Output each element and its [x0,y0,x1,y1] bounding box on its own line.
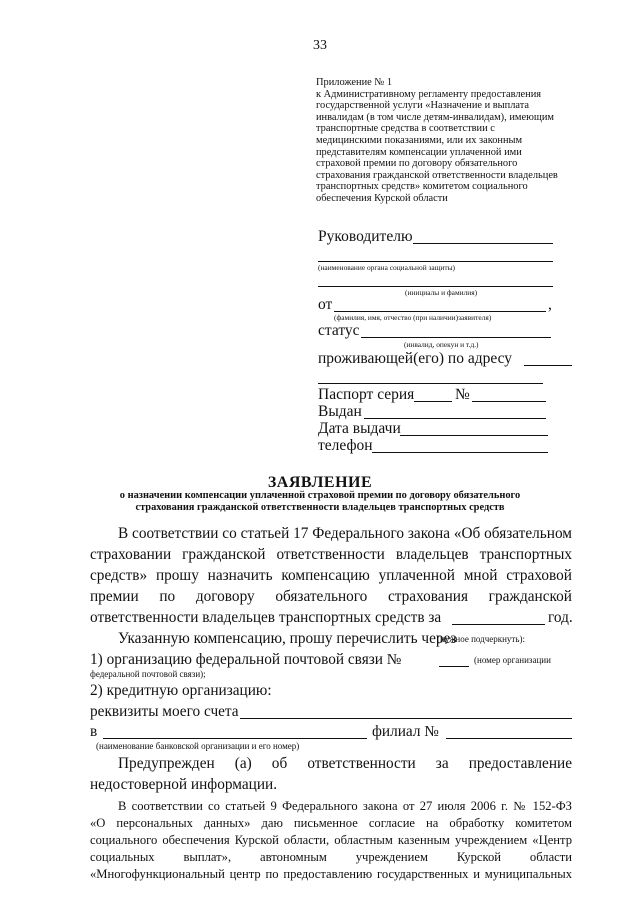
subtitle-line: страхования гражданской ответственности владельцев транспортных средств [135,502,505,513]
passport-series-line[interactable] [414,401,452,402]
status-label: статус [318,322,360,339]
appendix-line: транспортных средств» комитетом социального [316,181,528,193]
consent-line: социальных выплат», автономным учреждением Курской области [90,850,572,864]
appendix-line: страхования гражданской ответственности владельцев [316,169,558,181]
status-field-line[interactable] [361,337,551,338]
appendix-line: обеспечения Курской области [316,192,448,204]
to-field-line[interactable] [413,243,553,244]
address-field-line-2[interactable] [318,383,543,384]
name-caption: (инициалы и фамилия) [405,288,478,297]
from-comma: , [548,296,552,313]
body-line: страховании гражданской ответственности владельцев транспортных [90,546,572,563]
to-label: Руководителю [318,228,413,245]
option1-note: (номер организации [474,655,551,665]
option1-text[interactable]: 1) организацию федеральной почтовой связи № [90,651,402,668]
bank-caption: (наименование банковской организации и его номер) [96,741,300,751]
issue-date-label: Дата выдачи [318,420,401,437]
name-field-line[interactable] [318,286,553,287]
consent-line: «О персональных данных» даю письменное согласие на обработку комитетом [90,816,572,830]
document-title: ЗАЯВЛЕНИЕ [267,474,373,491]
phone-field-line[interactable] [372,452,548,453]
warning-line: Предупрежден (а) об ответственности за предоставление [118,755,572,772]
option1-note-2: федеральной почтовой связи); [90,669,206,679]
account-field-line[interactable] [240,718,572,719]
page-number: 33 [313,38,327,53]
consent-line: В соответствии со статьей 9 Федерального закона от 27 июля 2006 г. № 152-ФЗ [118,799,572,813]
appendix-line: страховой премии по договору обязательного [316,158,518,170]
account-label: реквизиты моего счета [90,703,239,720]
from-label: от [318,296,333,313]
bank-field-line[interactable] [103,738,367,739]
body-line: премии по договору обязательного страхования гражданской [90,588,572,605]
appendix-line: транспортные средства в соответствии с [316,123,495,135]
warning-line: недостоверной информации. [90,776,278,793]
passport-number-label: № [455,386,470,403]
org-caption: (наименование органа социальной защиты) [318,263,456,272]
fio-caption: (фамилия, имя, отчество (при наличии)заявителя) [334,313,492,322]
year-field-line[interactable] [452,624,545,625]
from-field-line[interactable] [334,311,546,312]
appendix-line: к Административному регламенту предоставления [316,88,542,100]
appendix-line: инвалидам (в том числе детям-инвалидам), имеющим [316,111,554,123]
year-suffix: год. [548,609,573,626]
method-text: Указанную компенсацию, прошу перечислить через [118,630,457,647]
option2-text[interactable]: 2) кредитную организацию: [90,682,272,699]
issued-label: Выдан [318,403,362,420]
address-field-line[interactable] [524,365,572,366]
branch-label: филиал № [372,723,439,740]
issue-date-field-line[interactable] [400,435,548,436]
appendix-line: медицинскими показаниями, или их законным [316,134,523,146]
phone-label: телефон [318,437,373,454]
branch-field-line[interactable] [446,738,572,739]
appendix-line: представителям компенсации уплаченной ими [316,146,522,158]
method-note: (нужное подчеркнуть): [437,634,525,644]
body-line: ответственности владельцев транспортных средств за [90,609,442,626]
passport-number-line[interactable] [472,401,546,402]
post-office-number-line[interactable] [439,666,469,667]
appendix-line: Приложение № 1 [316,77,393,88]
issued-field-line[interactable] [364,418,546,419]
status-caption: (инвалид, опекун и т.д.) [404,340,479,349]
appendix-line: государственной услуги «Назначение и выплата [316,100,530,112]
passport-label: Паспорт серия [318,386,415,403]
in-label: в [90,723,98,740]
body-line: средств» прошу назначить компенсацию уплаченной мной страховой [90,567,572,584]
subtitle-line: о назначении компенсации уплаченной страховой премии по договору обязательного [119,490,521,501]
address-label: проживающей(его) по адресу [318,350,513,367]
consent-line: «Многофункциональный центр по предоставлению государственных и муниципальных [90,867,572,881]
appendix-block [316,77,586,205]
org-field-line[interactable] [318,261,553,262]
consent-line: социального обеспечения Курской области, областным казенным учреждением «Центр [90,833,572,847]
body-line: В соответствии со статьей 17 Федерального закона «Об обязательном [118,525,572,542]
